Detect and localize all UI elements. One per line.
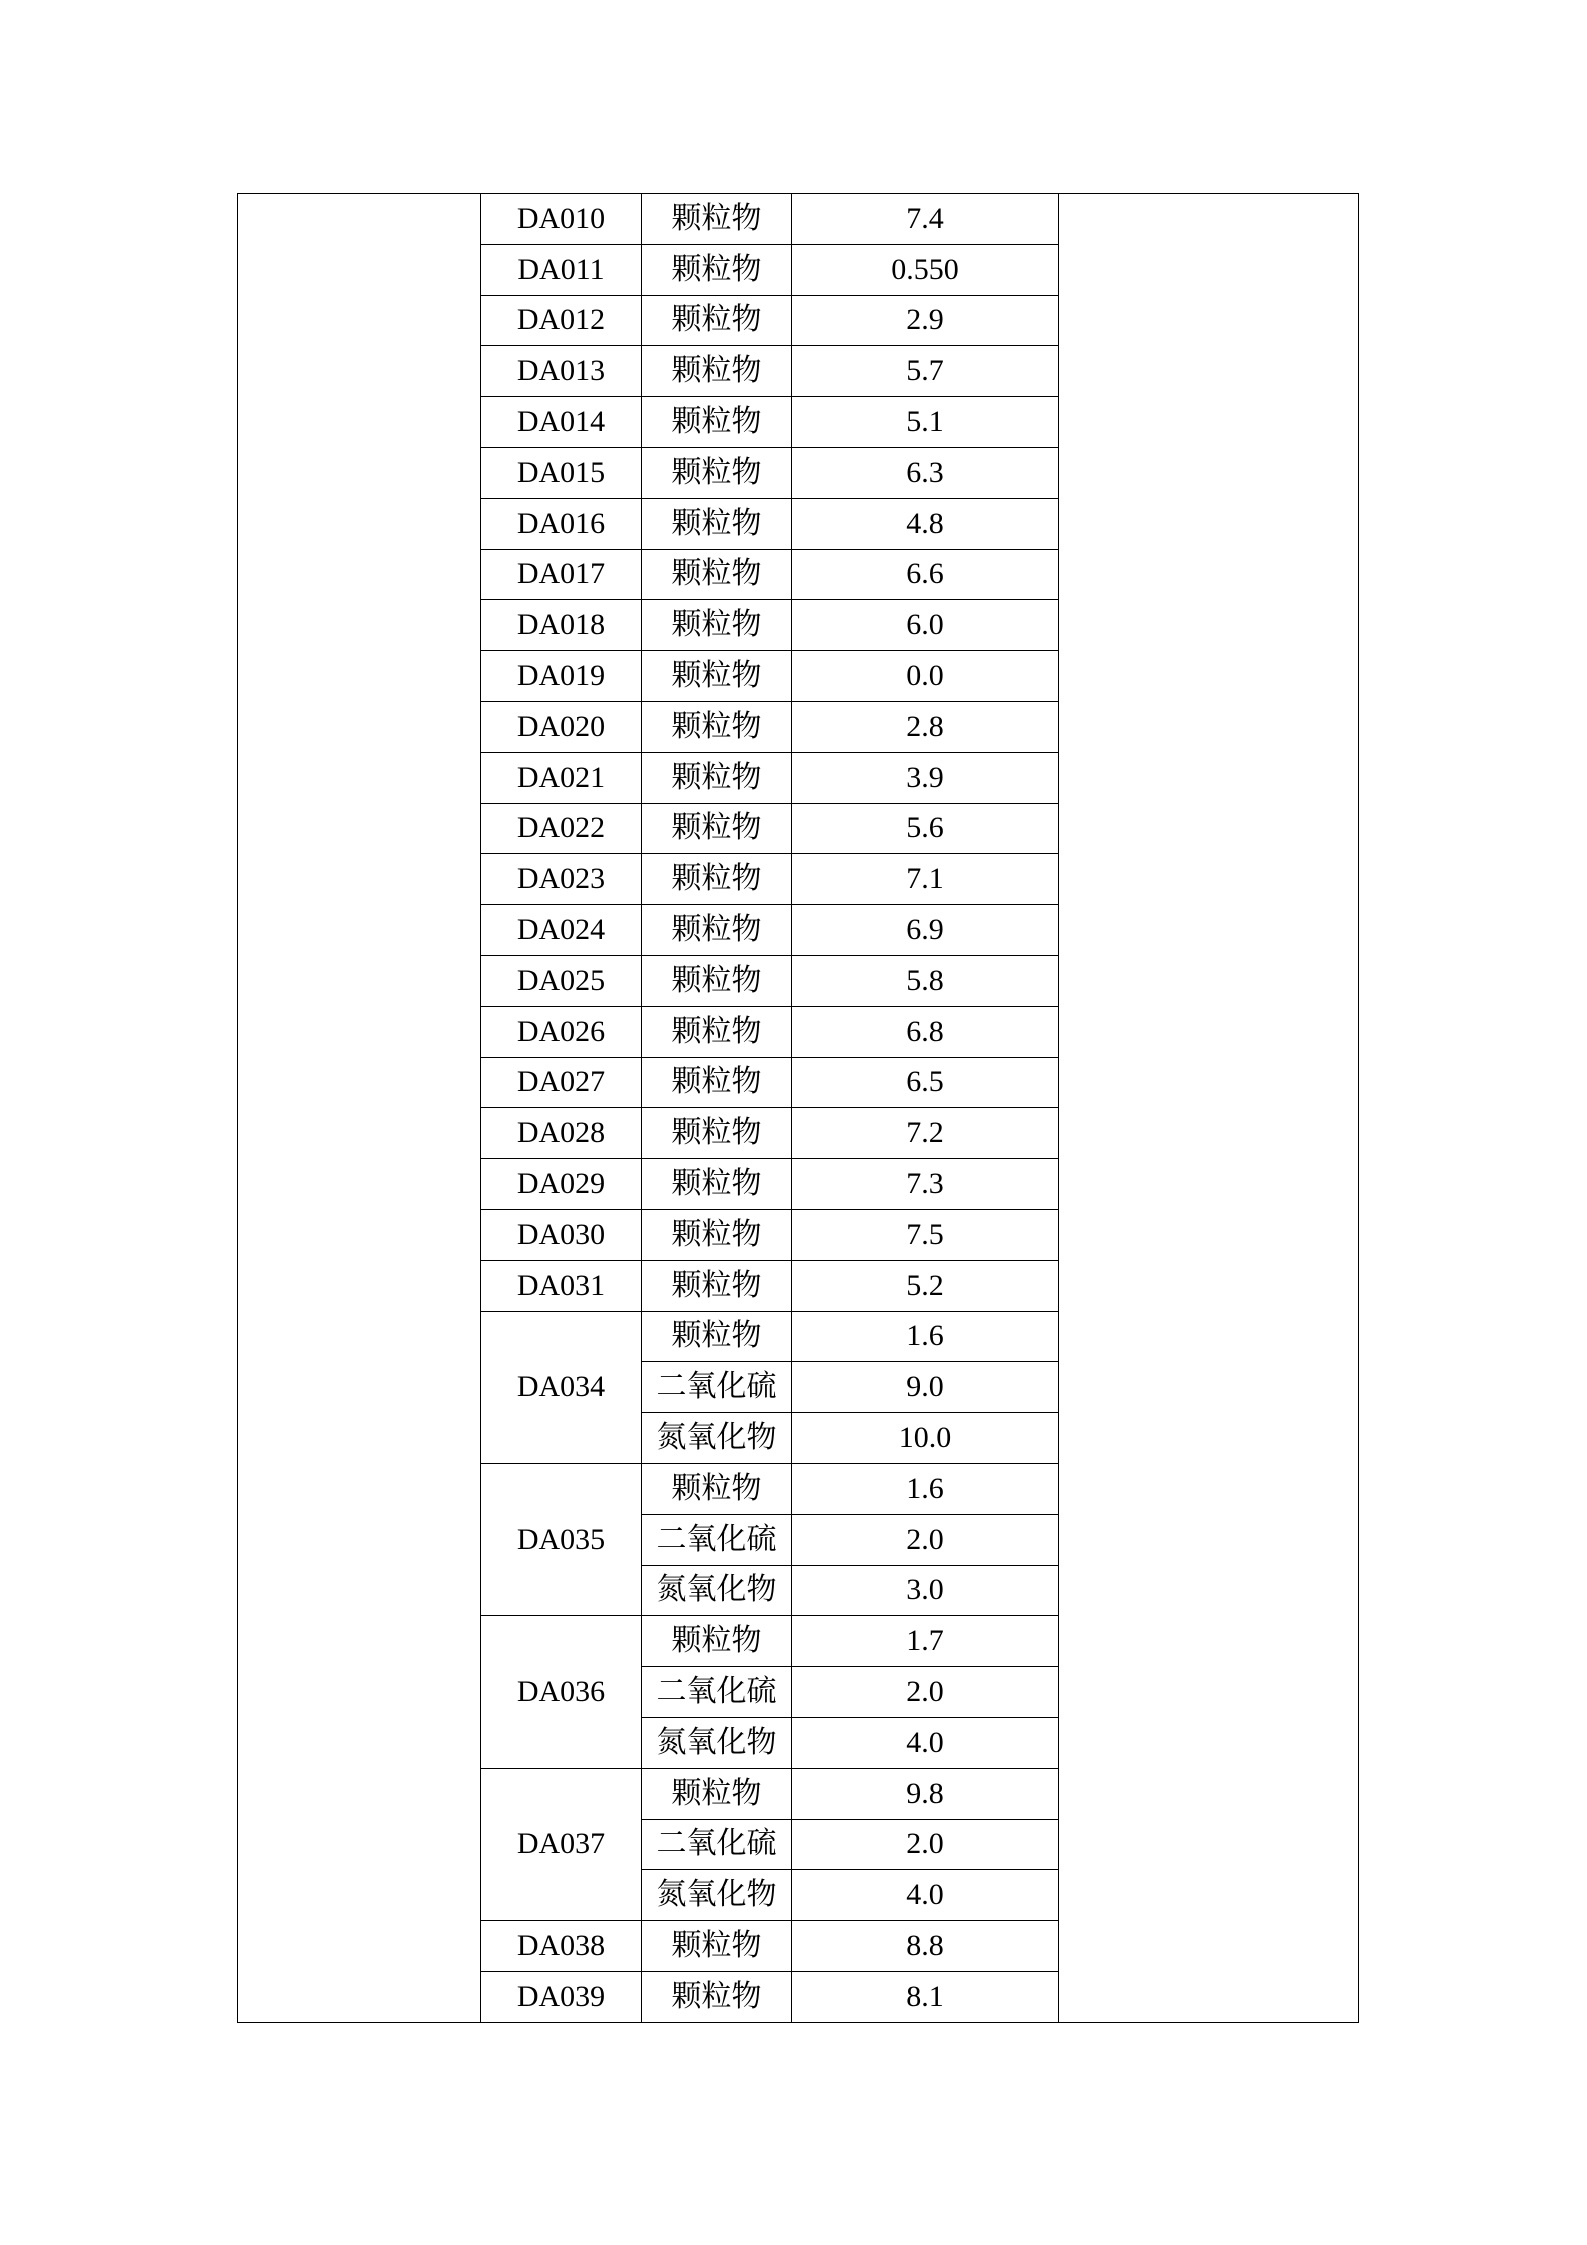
value-cell: 8.8 [792,1921,1059,1972]
value-cell: 7.5 [792,1209,1059,1260]
pollutant-cell: 颗粒物 [642,447,792,498]
value-cell: 0.550 [792,244,1059,295]
pollutant-cell: 氮氧化物 [642,1717,792,1768]
pollutant-cell: 颗粒物 [642,1616,792,1667]
value-cell: 6.3 [792,447,1059,498]
pollutant-cell: 颗粒物 [642,1159,792,1210]
value-cell: 7.2 [792,1108,1059,1159]
outlet-id-cell: DA031 [481,1260,642,1311]
pollutant-cell: 二氧化硫 [642,1362,792,1413]
blank-left-column-cell [238,194,481,2023]
pollutant-cell: 颗粒物 [642,854,792,905]
pollutant-cell: 颗粒物 [642,1057,792,1108]
pollutant-cell: 颗粒物 [642,295,792,346]
pollutant-cell: 颗粒物 [642,955,792,1006]
value-cell: 9.8 [792,1768,1059,1819]
pollutant-cell: 颗粒物 [642,701,792,752]
value-cell: 2.9 [792,295,1059,346]
outlet-id-cell: DA019 [481,651,642,702]
pollutant-cell: 颗粒物 [642,803,792,854]
outlet-id-cell: DA030 [481,1209,642,1260]
value-cell: 5.2 [792,1260,1059,1311]
outlet-id-cell: DA037 [481,1768,642,1920]
outlet-id-cell: DA026 [481,1006,642,1057]
outlet-id-cell: DA010 [481,194,642,245]
pollutant-cell: 颗粒物 [642,1463,792,1514]
value-cell: 6.8 [792,1006,1059,1057]
outlet-id-cell: DA020 [481,701,642,752]
table-body [238,194,1359,2023]
pollutant-cell: 氮氧化物 [642,1565,792,1616]
pollutant-cell: 颗粒物 [642,1260,792,1311]
value-cell: 6.9 [792,905,1059,956]
pollutant-cell: 颗粒物 [642,651,792,702]
value-cell: 4.0 [792,1870,1059,1921]
value-cell: 6.0 [792,600,1059,651]
pollutant-cell: 颗粒物 [642,1108,792,1159]
outlet-id-cell: DA027 [481,1057,642,1108]
emissions-table [237,193,1359,2023]
value-cell: 5.8 [792,955,1059,1006]
value-cell: 2.0 [792,1667,1059,1718]
outlet-id-cell: DA035 [481,1463,642,1615]
pollutant-cell: 颗粒物 [642,498,792,549]
value-cell: 1.6 [792,1311,1059,1362]
value-cell: 10.0 [792,1413,1059,1464]
outlet-id-cell: DA034 [481,1311,642,1463]
outlet-id-cell: DA021 [481,752,642,803]
outlet-id-cell: DA024 [481,905,642,956]
pollutant-cell: 颗粒物 [642,1311,792,1362]
pollutant-cell: 颗粒物 [642,600,792,651]
outlet-id-cell: DA015 [481,447,642,498]
pollutant-cell: 颗粒物 [642,1006,792,1057]
pollutant-cell: 颗粒物 [642,1971,792,2022]
pollutant-cell: 颗粒物 [642,397,792,448]
value-cell: 2.8 [792,701,1059,752]
outlet-id-cell: DA022 [481,803,642,854]
table-row [238,194,1359,245]
value-cell: 3.0 [792,1565,1059,1616]
pollutant-cell: 颗粒物 [642,549,792,600]
pollutant-cell: 颗粒物 [642,752,792,803]
value-cell: 4.8 [792,498,1059,549]
outlet-id-cell: DA012 [481,295,642,346]
outlet-id-cell: DA014 [481,397,642,448]
value-cell: 5.7 [792,346,1059,397]
value-cell: 3.9 [792,752,1059,803]
pollutant-cell: 二氧化硫 [642,1514,792,1565]
pollutant-cell: 颗粒物 [642,194,792,245]
value-cell: 8.1 [792,1971,1059,2022]
pollutant-cell: 颗粒物 [642,1768,792,1819]
pollutant-cell: 颗粒物 [642,1209,792,1260]
value-cell: 0.0 [792,651,1059,702]
outlet-id-cell: DA013 [481,346,642,397]
outlet-id-cell: DA036 [481,1616,642,1768]
outlet-id-cell: DA039 [481,1971,642,2022]
outlet-id-cell: DA023 [481,854,642,905]
value-cell: 5.6 [792,803,1059,854]
pollutant-cell: 二氧化硫 [642,1819,792,1870]
value-cell: 2.0 [792,1514,1059,1565]
value-cell: 7.4 [792,194,1059,245]
pollutant-cell: 颗粒物 [642,905,792,956]
pollutant-cell: 氮氧化物 [642,1870,792,1921]
value-cell: 4.0 [792,1717,1059,1768]
value-cell: 9.0 [792,1362,1059,1413]
outlet-id-cell: DA028 [481,1108,642,1159]
blank-right-column-cell [1059,194,1359,2023]
outlet-id-cell: DA011 [481,244,642,295]
pollutant-cell: 颗粒物 [642,346,792,397]
value-cell: 2.0 [792,1819,1059,1870]
pollutant-cell: 颗粒物 [642,1921,792,1972]
value-cell: 6.6 [792,549,1059,600]
outlet-id-cell: DA029 [481,1159,642,1210]
value-cell: 1.6 [792,1463,1059,1514]
outlet-id-cell: DA018 [481,600,642,651]
pollutant-cell: 二氧化硫 [642,1667,792,1718]
value-cell: 7.1 [792,854,1059,905]
pollutant-cell: 颗粒物 [642,244,792,295]
pollutant-cell: 氮氧化物 [642,1413,792,1464]
outlet-id-cell: DA017 [481,549,642,600]
value-cell: 1.7 [792,1616,1059,1667]
outlet-id-cell: DA038 [481,1921,642,1972]
value-cell: 5.1 [792,397,1059,448]
outlet-id-cell: DA016 [481,498,642,549]
outlet-id-cell: DA025 [481,955,642,1006]
value-cell: 7.3 [792,1159,1059,1210]
value-cell: 6.5 [792,1057,1059,1108]
